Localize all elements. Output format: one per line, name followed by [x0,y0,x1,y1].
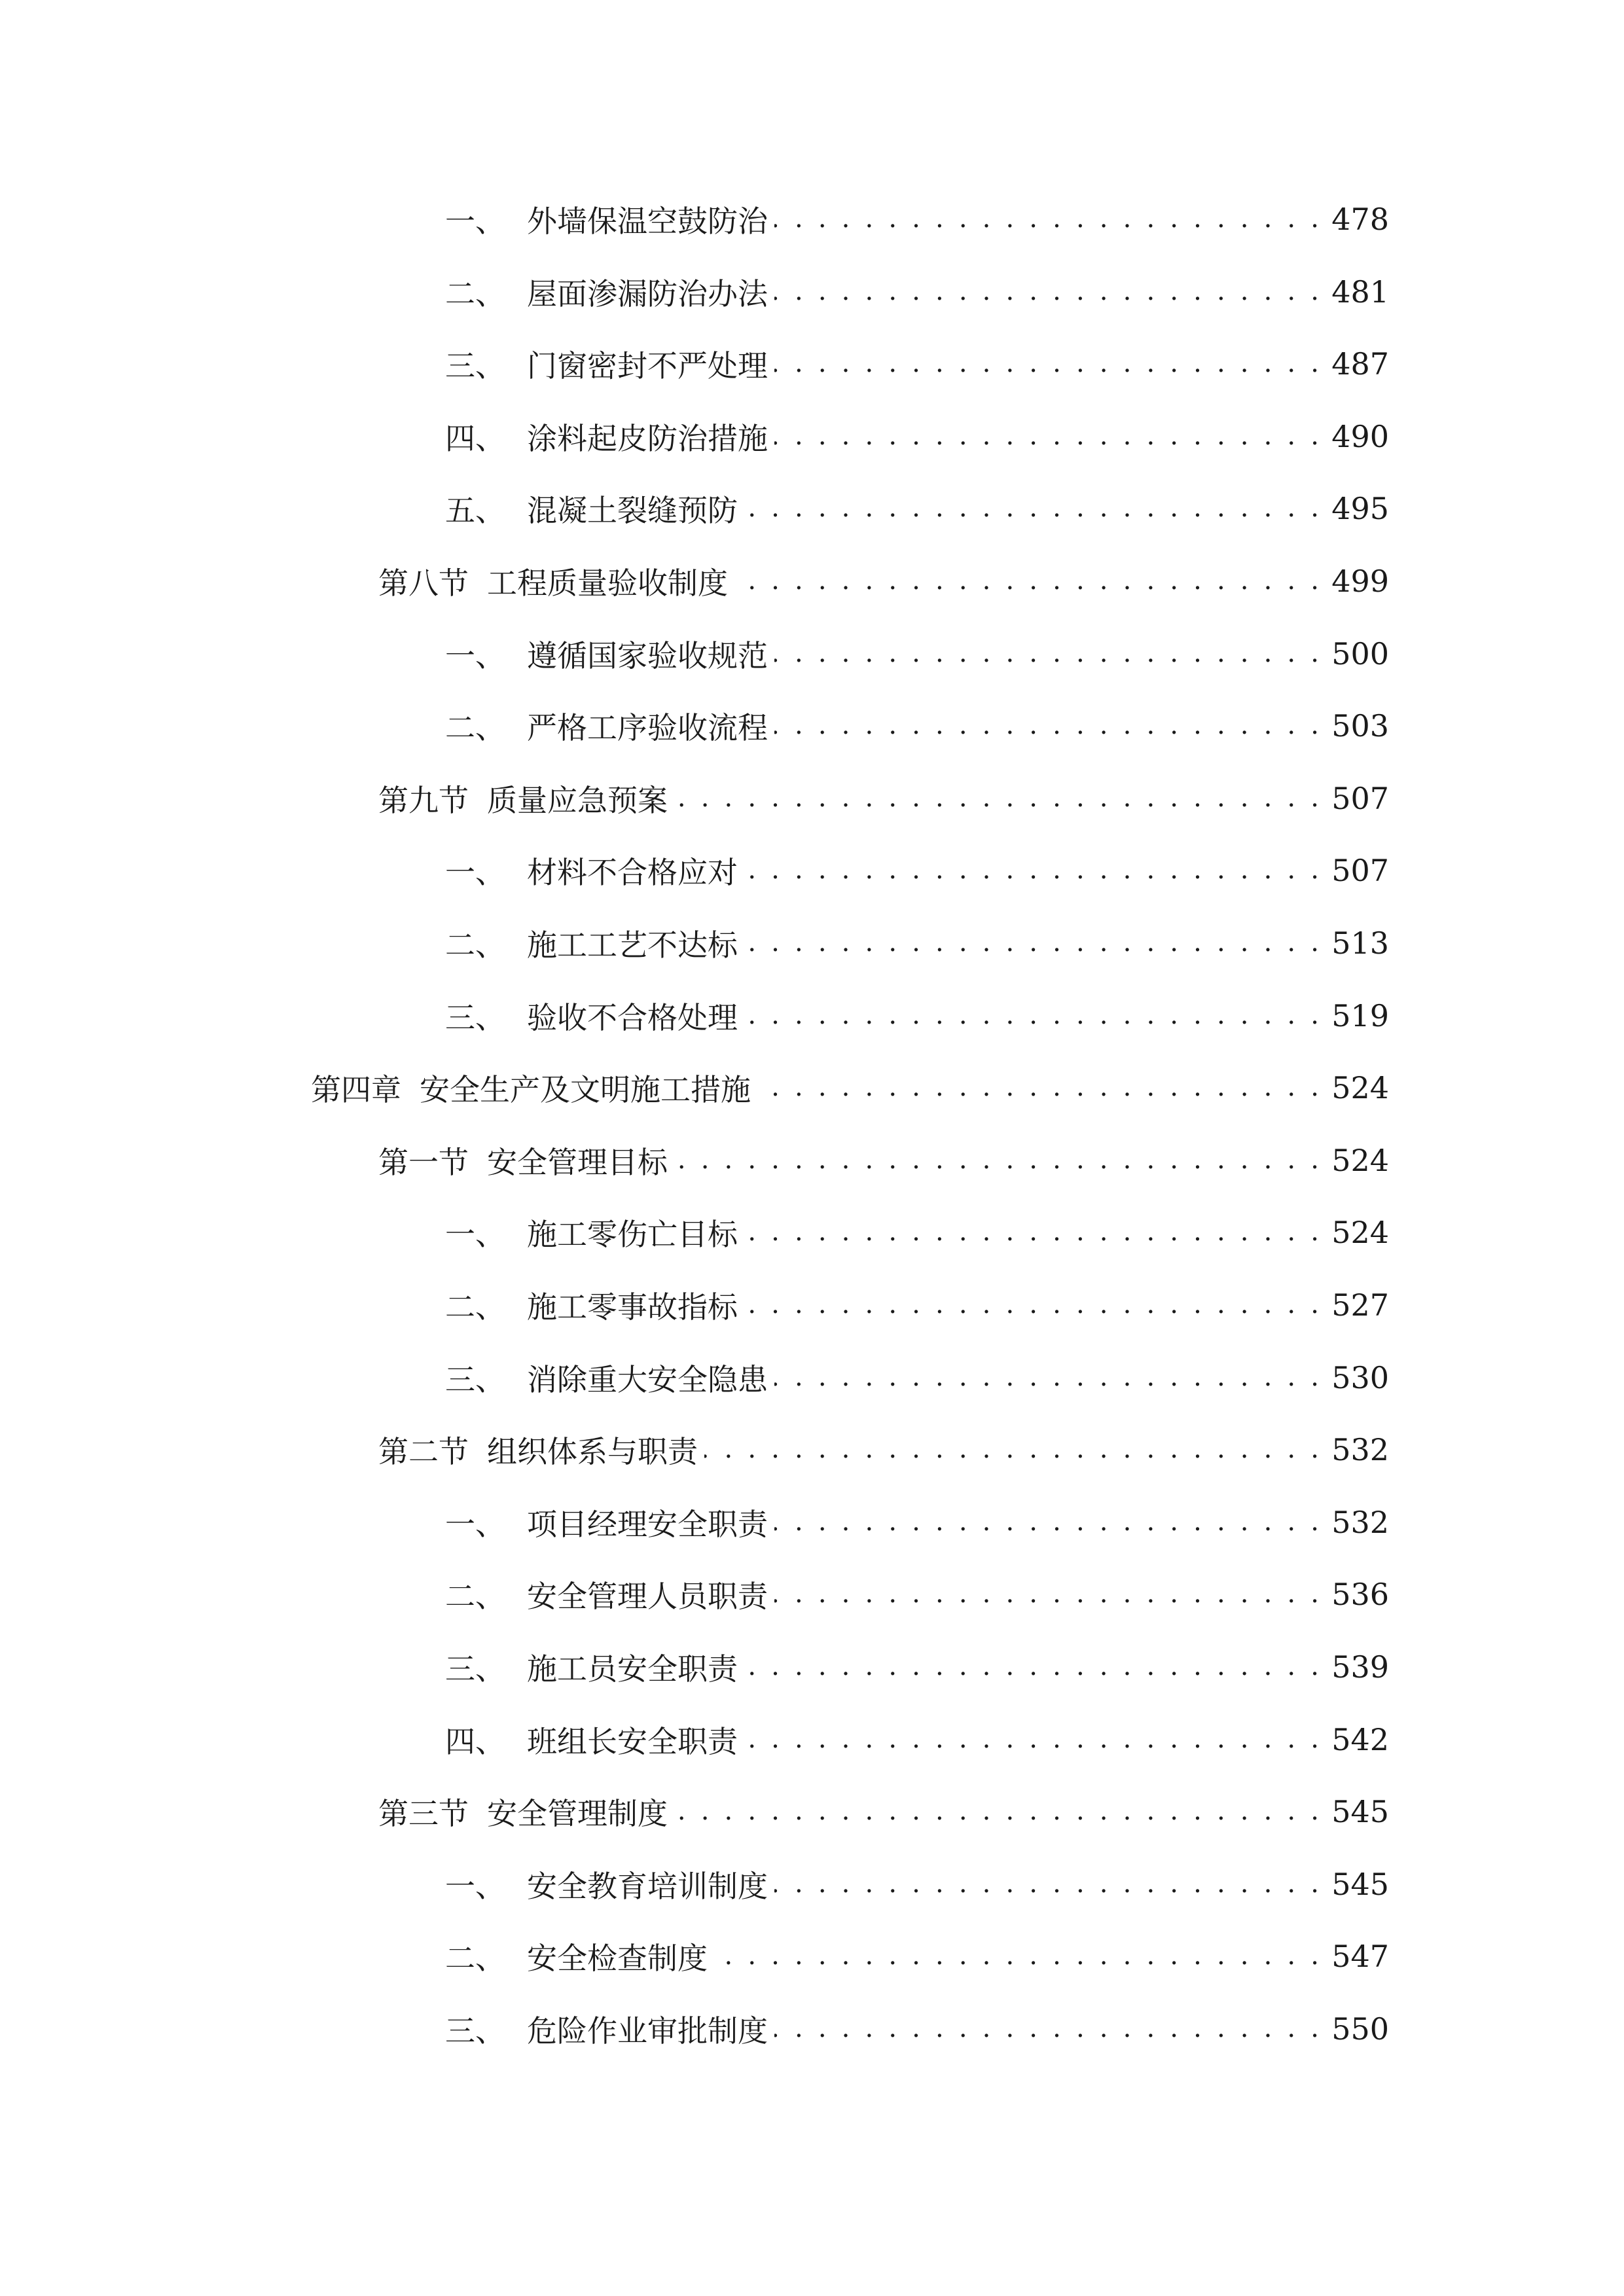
entry-title: 验收不合格处理 [527,999,738,1035]
entry-number: 二、 [445,276,505,312]
toc-chapter-entry[interactable] [311,1062,1389,1114]
entry-page-number: 513 [1331,925,1389,961]
dot-leader [744,924,1322,963]
toc-subsection-entry[interactable] [445,1858,1389,1910]
dot-leader [774,2009,1322,2049]
entry-number: 第一节 [378,1144,469,1180]
dot-leader [674,779,1322,818]
dot-leader [774,200,1322,239]
entry-number: 二、 [445,1579,505,1615]
entry-page-number: 527 [1331,1287,1389,1323]
toc-subsection-entry[interactable] [445,338,1389,390]
toc-section-entry[interactable] [378,1424,1389,1476]
toc-section-entry[interactable] [378,1134,1389,1187]
entry-page-number: 478 [1331,202,1389,237]
entry-title: 安全管理目标 [487,1144,668,1180]
entry-number: 二、 [445,927,505,963]
dot-leader [744,1720,1322,1759]
dot-leader [774,344,1322,384]
dot-leader [774,272,1322,312]
entry-page-number: 490 [1331,418,1389,454]
entry-title: 严格工序验收流程 [527,710,768,746]
entry-number: 第八节 [378,565,469,601]
entry-page-number: 539 [1331,1649,1389,1685]
entry-page-number: 545 [1331,1794,1389,1830]
entry-number: 第三节 [378,1796,469,1832]
dot-leader [704,1430,1322,1469]
entry-page-number: 524 [1331,1070,1389,1106]
entry-number: 二、 [445,1941,505,1977]
toc-subsection-entry[interactable] [445,1206,1389,1259]
dot-leader [674,1792,1322,1831]
dot-leader [774,706,1322,745]
entry-title: 屋面渗漏防治办法 [527,276,768,312]
entry-page-number: 532 [1331,1504,1389,1540]
entry-title: 项目经理安全职责 [527,1506,768,1542]
dot-leader [774,1358,1322,1397]
toc-subsection-entry[interactable] [445,1930,1389,1982]
entry-number: 一、 [445,1217,505,1253]
entry-page-number: 530 [1331,1359,1389,1395]
dot-leader [744,489,1322,528]
toc-subsection-entry[interactable] [445,700,1389,752]
dot-leader [774,1575,1322,1614]
dot-leader [734,562,1322,601]
entry-title: 班组长安全职责 [527,1723,738,1759]
entry-page-number: 499 [1331,564,1389,599]
entry-page-number: 547 [1331,1939,1389,1975]
toc-section-entry[interactable] [378,555,1389,607]
entry-number: 一、 [445,637,505,673]
entry-title: 工程质量验收制度 [487,565,728,601]
entry-page-number: 507 [1331,780,1389,816]
entry-number: 三、 [445,999,505,1035]
entry-page-number: 524 [1331,1215,1389,1251]
entry-page-number: 487 [1331,346,1389,382]
entry-title: 施工工艺不达标 [527,927,738,963]
dot-leader [714,1937,1322,1976]
dot-leader [774,634,1322,673]
dot-leader [674,1141,1322,1180]
toc-section-entry[interactable] [378,1785,1389,1838]
toc-subsection-entry[interactable] [445,844,1389,897]
entry-title: 安全生产及文明施工措施 [420,1072,751,1108]
dot-leader [774,1503,1322,1542]
toc-subsection-entry[interactable] [445,917,1389,969]
toc-subsection-entry[interactable] [445,628,1389,680]
entry-number: 二、 [445,1289,505,1325]
dot-leader [774,417,1322,456]
entry-title: 安全检查制度 [527,1941,708,1977]
entry-title: 遵循国家验收规范 [527,637,768,673]
entry-page-number: 507 [1331,853,1389,889]
entry-title: 施工零事故指标 [527,1289,738,1325]
entry-title: 施工员安全职责 [527,1651,738,1687]
entry-title: 材料不合格应对 [527,855,738,891]
toc-subsection-entry[interactable] [445,410,1389,463]
toc-subsection-entry[interactable] [445,2003,1389,2055]
dot-leader [774,1865,1322,1904]
entry-title: 施工零伤亡目标 [527,1217,738,1253]
entry-page-number: 495 [1331,491,1389,527]
entry-number: 第二节 [378,1434,469,1470]
dot-leader [744,1285,1322,1325]
entry-number: 三、 [445,1361,505,1397]
entry-number: 五、 [445,493,505,529]
toc-subsection-entry[interactable] [445,1713,1389,1766]
entry-number: 一、 [445,1868,505,1904]
entry-number: 第九节 [378,782,469,818]
entry-number: 第四章 [311,1072,401,1108]
entry-page-number: 550 [1331,2011,1389,2047]
dot-leader [744,996,1322,1035]
toc-subsection-entry[interactable] [445,193,1389,245]
toc-subsection-entry[interactable] [445,266,1389,318]
toc-subsection-entry[interactable] [445,1496,1389,1549]
entry-title: 质量应急预案 [487,782,668,818]
entry-page-number: 519 [1331,997,1389,1033]
entry-page-number: 500 [1331,636,1389,672]
entry-page-number: 532 [1331,1432,1389,1468]
toc-subsection-entry[interactable] [445,482,1389,535]
dot-leader [744,1213,1322,1252]
entry-number: 二、 [445,710,505,746]
toc-subsection-entry[interactable] [445,1352,1389,1404]
entry-page-number: 542 [1331,1721,1389,1757]
entry-page-number: 524 [1331,1142,1389,1178]
entry-number: 四、 [445,420,505,456]
dot-leader [744,851,1322,890]
entry-title: 危险作业审批制度 [527,2013,768,2049]
entry-title: 门窗密封不严处理 [527,348,768,384]
toc-section-entry[interactable] [378,772,1389,825]
entry-number: 一、 [445,204,505,239]
toc-subsection-entry[interactable] [445,1641,1389,1693]
entry-number: 四、 [445,1723,505,1759]
entry-number: 三、 [445,348,505,384]
entry-page-number: 545 [1331,1866,1389,1902]
entry-title: 组织体系与职责 [487,1434,698,1470]
entry-title: 安全管理人员职责 [527,1579,768,1615]
entry-number: 三、 [445,1651,505,1687]
entry-title: 安全教育培训制度 [527,1868,768,1904]
entry-page-number: 536 [1331,1577,1389,1613]
entry-number: 三、 [445,2013,505,2049]
entry-page-number: 481 [1331,274,1389,310]
entry-title: 涂料起皮防治措施 [527,420,768,456]
toc-subsection-entry[interactable] [445,990,1389,1042]
entry-number: 一、 [445,1506,505,1542]
entry-page-number: 503 [1331,708,1389,744]
toc-subsection-entry[interactable] [445,1568,1389,1621]
entry-title: 消除重大安全隐患 [527,1361,768,1397]
entry-title: 安全管理制度 [487,1796,668,1832]
dot-leader [744,1647,1322,1687]
entry-title: 外墙保温空鼓防治 [527,204,768,239]
entry-title: 混凝土裂缝预防 [527,493,738,529]
entry-number: 一、 [445,855,505,891]
dot-leader [757,1068,1322,1107]
toc-subsection-entry[interactable] [445,1279,1389,1331]
